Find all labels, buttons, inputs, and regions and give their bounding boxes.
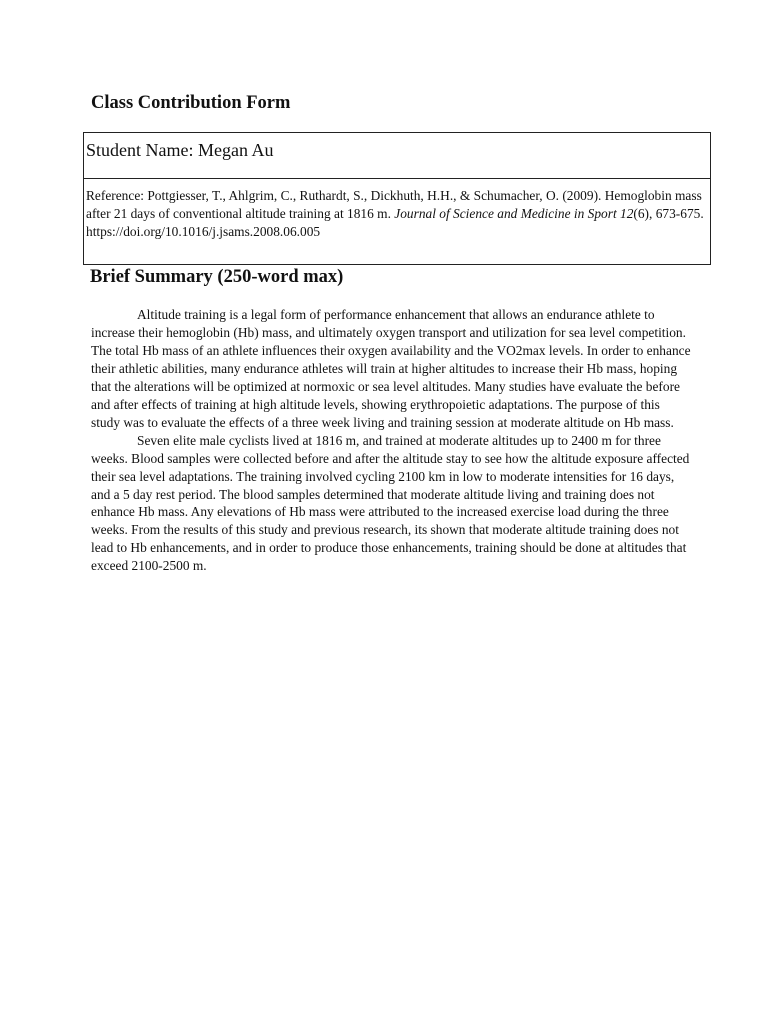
summary-paragraph: Seven elite male cyclists lived at 1816 m, and trained at moderate altitudes up to 2400 m for three weeks. Blood samples were collected before and after the altitude stay to see how the altitude exposure affected their sea level adaptations. The training involved cycling 2100 km in low to moderate intensities for 16 days, and a 5 day rest period. The blood samples determined that moderate altitude living and training does not enhance Hb mass. Any elevations of Hb mass were attributed to the increased exercise load during the three weeks. From the results of this study and previous research, its shown that moderate altitude training does not lead to Hb enhancements, and in order to produce those enhancements, training should be done at altitudes that exceed 2100-2500 m. [91,432,690,574]
summary-body [91,306,691,575]
reference-issue-pages: (6), 673-675. [633,205,704,221]
reference-doi: https://doi.org/10.1016/j.jsams.2008.06.005 [86,223,321,239]
student-name-row [84,133,710,179]
form-title: Class Contribution Form [91,93,291,113]
reference-text: Reference: Pottgiesser, T., Ahlgrim, C., Ruthardt, S., Dickhuth, H.H., & Schumacher, O. (2009). Hemoglobin mass after 21 days of conventional altitude training at 1816 m. [86,188,702,221]
info-table [83,132,711,265]
reference-journal: Journal of Science and Medicine in Sport 12 [394,205,634,221]
summary-heading: Brief Summary (250-word max) [90,267,344,287]
reference-citation [86,187,708,240]
student-name: Student Name: Megan Au [86,140,274,160]
summary-paragraph: Altitude training is a legal form of performance enhancement that allows an endurance athlete to increase their hemoglobin (Hb) mass, and ultimately oxygen transport and utilization for sea level competition. The total Hb mass of an athlete influences their oxygen availability and the VO2max levels. In order to enhance their athletic abilities, many endurance athletes will train at higher altitudes to increase their Hb mass, hoping that the alterations will be optimized at normoxic or sea level altitudes. Many studies have evaluate the before and after effects of training at high altitude levels, showing erythropoietic adaptations. The purpose of this study was to evaluate the effects of a three week living and training session at moderate altitude on Hb mass. [91,307,691,430]
